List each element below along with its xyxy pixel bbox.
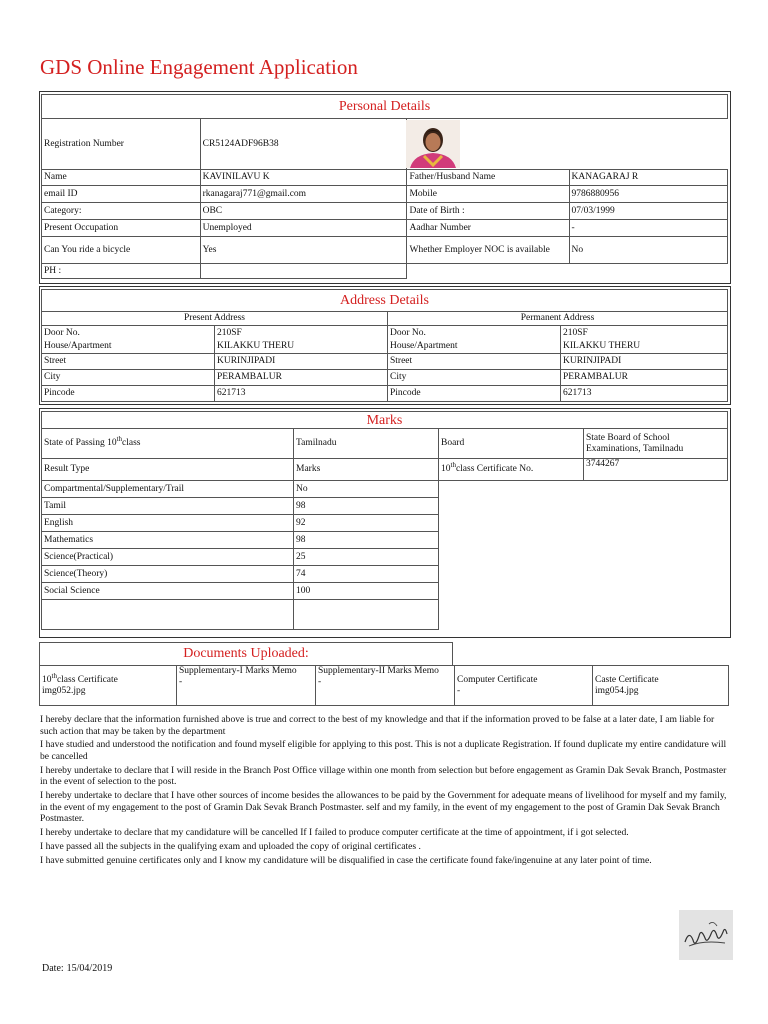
email-value: rkanagaraj771@gmail.com: [200, 186, 407, 203]
subject-mark: 100: [294, 583, 439, 600]
certificate-number-value: 3744267: [584, 459, 728, 481]
documents-heading: Documents Uploaded:: [39, 642, 453, 665]
subject-mark: 74: [294, 566, 439, 583]
date-line: [42, 963, 112, 974]
occupation-value: Unemployed: [200, 220, 407, 237]
declaration-item: I hereby declare that the information furnished above is true and correct to the best of my knowledge and that if the information proved to be false at a later date, I am liable for such action that may be taken by the department: [40, 714, 715, 737]
declarations: [40, 714, 730, 868]
permanent-street-label: Street: [388, 354, 561, 370]
noc-value: No: [569, 237, 728, 264]
dob-value: 07/03/1999: [569, 203, 728, 220]
permanent-city-label: City: [388, 370, 561, 386]
empty-cell: [42, 600, 294, 630]
declaration-item: I hereby undertake to declare that my candidature will be cancelled If I failed to produce computer certificate at the time of appointment, if i got selected.: [40, 827, 629, 839]
present-city-value: PERAMBALUR: [215, 370, 388, 386]
aadhar-value: -: [569, 220, 728, 237]
compartmental-label: Compartmental/Supplementary/Trail: [42, 481, 294, 498]
present-pincode-value: 621713: [215, 386, 388, 402]
applicant-photo: [406, 120, 460, 168]
personal-details-table: [41, 94, 728, 279]
subject-name: Science(Practical): [42, 549, 294, 566]
category-label: Category:: [42, 203, 201, 220]
document-10th-certificate: 10thclass Certificate img052.jpg: [40, 666, 177, 706]
subject-mark: 25: [294, 549, 439, 566]
board-label: Board: [439, 429, 584, 459]
date-value: 15/04/2019: [66, 963, 113, 974]
present-address-heading: Present Address: [42, 312, 388, 326]
bicycle-value: Yes: [200, 237, 407, 264]
father-name-value: KANAGARAJ R: [569, 170, 728, 186]
email-label: email ID: [42, 186, 201, 203]
present-door-label: Door No. House/Apartment: [42, 326, 215, 354]
subject-name: Social Science: [42, 583, 294, 600]
signature-icon: [679, 910, 733, 960]
declaration-item: I hereby undertake to declare that I have other sources of income besides the allowances to be paid by the Government for adequate means of livelihood for myself and my family, in the event of my engagement to the post of Gramin Dak Sevak Branch Postmaster. self and my family, in the event of my engagement to the post of Gramin Dak Sevak Branch Postmaster.: [40, 790, 727, 825]
address-details-heading: Address Details: [42, 290, 728, 312]
permanent-city-value: PERAMBALUR: [561, 370, 728, 386]
registration-number-label: Registration Number: [42, 119, 201, 170]
mobile-label: Mobile: [407, 186, 569, 203]
marks-table: [41, 411, 728, 630]
subject-name: English: [42, 515, 294, 532]
declaration-item: I have submitted genuine certificates only and I know my candidature will be disqualified in case the certificate found fake/ingenuine at any later point of time.: [40, 854, 652, 866]
marks-heading: Marks: [42, 412, 728, 429]
father-name-label: Father/Husband Name: [407, 170, 569, 186]
result-type-label: Result Type: [42, 459, 294, 481]
bicycle-label: Can You ride a bicycle: [42, 237, 201, 264]
document-caste-certificate: Caste Certificate img054.jpg: [593, 666, 729, 706]
photo-cell: [407, 119, 728, 170]
documents-table: [39, 665, 729, 706]
documents-section: [39, 642, 729, 710]
permanent-pincode-value: 621713: [561, 386, 728, 402]
registration-number-value: CR5124ADF96B38: [200, 119, 407, 170]
subject-mark: 98: [294, 498, 439, 515]
mobile-value: 9786880956: [569, 186, 728, 203]
permanent-pincode-label: Pincode: [388, 386, 561, 402]
declaration-item: I have studied and understood the notification and found myself eligible for applying to this post. This is not a duplicate Registration. If found duplicate my entire candidature will be cancelled: [40, 739, 727, 762]
subject-name: Tamil: [42, 498, 294, 515]
aadhar-label: Aadhar Number: [407, 220, 569, 237]
document-computer-certificate: Computer Certificate -: [455, 666, 593, 706]
permanent-street-value: KURINJIPADI: [561, 354, 728, 370]
compartmental-value: No: [294, 481, 439, 498]
present-door-value: 210SF KILAKKU THERU: [215, 326, 388, 354]
present-pincode-label: Pincode: [42, 386, 215, 402]
personal-details-section: [39, 91, 731, 284]
name-value: KAVINILAVU K: [200, 170, 407, 186]
document-supplementary-1: Supplementary-I Marks Memo -: [177, 666, 316, 706]
address-details-table: [41, 289, 728, 402]
ph-value: [200, 264, 407, 279]
present-city-label: City: [42, 370, 215, 386]
permanent-address-heading: Permanent Address: [388, 312, 728, 326]
ph-label: PH :: [42, 264, 201, 279]
present-street-value: KURINJIPADI: [215, 354, 388, 370]
subject-name: Science(Theory): [42, 566, 294, 583]
address-details-section: [39, 286, 731, 405]
occupation-label: Present Occupation: [42, 220, 201, 237]
permanent-door-label: Door No. House/Apartment: [388, 326, 561, 354]
empty-cell: [294, 600, 439, 630]
declaration-item: I hereby undertake to declare that I will reside in the Branch Post Office village within one month from selection but before engagement as Gramin Dak Sevak Branch, Postmaster in the event of selection to the post.: [40, 764, 727, 788]
state-of-passing-value: Tamilnadu: [294, 429, 439, 459]
result-type-value: Marks: [294, 459, 439, 481]
certificate-number-label: 10thclass Certificate No.: [439, 459, 584, 481]
subject-mark: 92: [294, 515, 439, 532]
board-value: State Board of School Examinations, Tamilnadu: [584, 429, 728, 459]
name-label: Name: [42, 170, 201, 186]
date-label: Date:: [42, 963, 64, 974]
noc-label: Whether Employer NOC is available: [407, 237, 569, 264]
present-street-label: Street: [42, 354, 215, 370]
state-of-passing-label: State of Passing 10thclass: [42, 429, 294, 459]
signature-image: [679, 910, 733, 960]
document-supplementary-2: Supplementary-II Marks Memo -: [316, 666, 455, 706]
category-value: OBC: [200, 203, 407, 220]
permanent-door-value: 210SF KILAKKU THERU: [561, 326, 728, 354]
subject-mark: 98: [294, 532, 439, 549]
dob-label: Date of Birth :: [407, 203, 569, 220]
page-title: GDS Online Engagement Application: [40, 55, 358, 79]
marks-section: [39, 408, 731, 638]
subject-name: Mathematics: [42, 532, 294, 549]
personal-details-heading: Personal Details: [42, 95, 728, 119]
declaration-item: I have passed all the subjects in the qualifying exam and uploaded the copy of original certificates .: [40, 840, 421, 852]
